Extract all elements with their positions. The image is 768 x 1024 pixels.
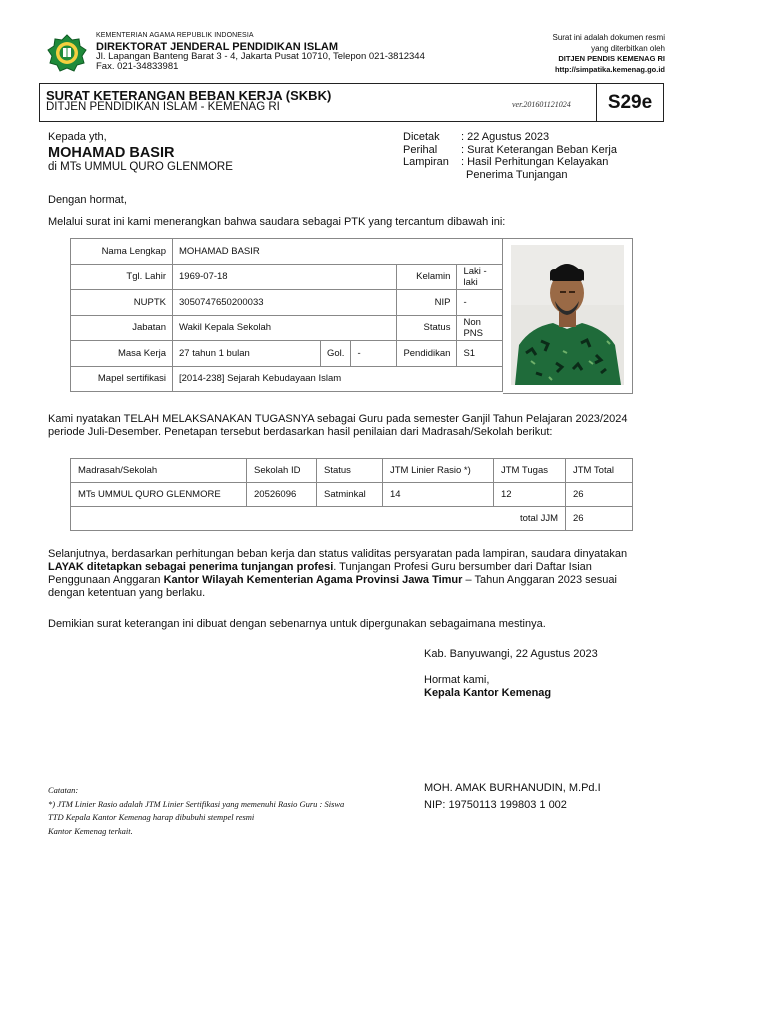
jabatan-value: Wakil Kepala Sekolah: [173, 315, 397, 341]
table-row: [71, 239, 503, 265]
cell-sekolah-id: 20526096: [247, 483, 317, 507]
result-line-4: dengan ketentuan yang berlaku.: [48, 587, 206, 599]
signatory-name: MOH. AMAK BURHANUDIN, M.Pd.I: [424, 782, 601, 794]
statement-line-2: periode Juli-Desember. Penetapan tersebut berdasarkan hasil penilaian dari Madrasah/Sekolah berikut:: [48, 426, 553, 438]
table-row: [71, 264, 503, 290]
meta-lampiran-value: : Hasil Perhitungan Kelayakan: [461, 156, 609, 168]
nama-label: Nama Lengkap: [71, 239, 173, 265]
jabatan-label: Jabatan: [71, 315, 173, 341]
closing-text: Demikian surat keterangan ini dibuat dengan sebenarnya untuk dipergunakan sebagaimana mestinya.: [48, 618, 546, 630]
statement-text: [48, 413, 668, 439]
ptk-data-table: [70, 238, 503, 392]
tgl-lahir-label: Tgl. Lahir: [71, 264, 173, 290]
table-row: [71, 290, 503, 316]
meta-perihal-value: : Surat Keterangan Beban Kerja: [461, 143, 617, 156]
notes-line-2: TTD Kepala Kantor Kemenag harap dibubuhi stempel resmi: [48, 812, 255, 822]
result-kanwil-bold: Kantor Wilayah Kementerian Agama Provinsi Jawa Timur: [163, 574, 463, 586]
meta-lampiran-value-cont: Penerima Tunjangan: [466, 168, 568, 181]
col-header-sekolah-id: Sekolah ID: [247, 459, 317, 483]
notes-title: Catatan:: [48, 785, 79, 795]
table-row: [71, 483, 633, 507]
pendidikan-value: S1: [457, 341, 503, 367]
table-row: [71, 315, 503, 341]
status-label: Status: [397, 315, 457, 341]
cell-jtm-total: 26: [566, 483, 633, 507]
meta-dicetak-label: Dicetak: [403, 131, 440, 143]
col-header-jtm-total: JTM Total: [566, 459, 633, 483]
mapel-label: Mapel sertifikasi: [71, 366, 173, 392]
gol-value: -: [351, 341, 397, 367]
tgl-lahir-value: 1969-07-18: [173, 264, 397, 290]
nip-label: NIP: [397, 290, 457, 316]
nama-value: MOHAMAD BASIR: [173, 239, 503, 265]
cell-status: Satminkal: [317, 483, 383, 507]
signature-place-date: Kab. Banyuwangi, 22 Agustus 2023: [424, 648, 598, 660]
table-header-row: [71, 459, 633, 483]
nuptk-value: 3050747650200033: [173, 290, 397, 316]
intro-text: Melalui surat ini kami menerangkan bahwa saudara sebagai PTK yang tercantum dibawah ini:: [48, 216, 506, 228]
official-note-line-1: Surat ini adalah dokumen resmi: [552, 33, 665, 42]
col-header-status: Status: [317, 459, 383, 483]
table-total-row: [71, 507, 633, 531]
status-value: Non PNS: [457, 315, 503, 341]
masa-kerja-value: 27 tahun 1 bulan: [173, 341, 321, 367]
cell-jtm-tugas: 12: [494, 483, 566, 507]
pendidikan-label: Pendidikan: [397, 341, 457, 367]
header-official-note: [552, 33, 665, 75]
col-header-madrasah: Madrasah/Sekolah: [71, 459, 247, 483]
result-line-2: . Tunjangan Profesi Guru bersumber dari Daftar Isian: [333, 561, 592, 573]
meta-perihal-label: Perihal: [403, 143, 438, 156]
address-line-1: Jl. Lapangan Banteng Barat 3 - 4, Jakarta Pusat 10710, Telepon 021-3812344: [96, 51, 425, 62]
statement-line-1: Kami nyatakan TELAH MELAKSANAKAN TUGASNYA sebagai Guru pada semester Ganjil Tahun Pelajaran 2023/2024: [48, 413, 628, 425]
addressee-location: di MTs UMMUL QURO GLENMORE: [48, 161, 233, 173]
salutation: Dengan hormat,: [48, 194, 127, 206]
masa-kerja-label: Masa Kerja: [71, 341, 173, 367]
header-address: [96, 52, 425, 72]
kemenag-logo-icon: [46, 34, 88, 72]
mapel-value: [2014-238] Sejarah Kebudayaan Islam: [173, 366, 503, 392]
kelamin-label: Kelamin: [397, 264, 457, 290]
result-line-3-cont: – Tahun Anggaran 2023 sesuai: [462, 574, 617, 586]
signature-regards: Hormat kami,: [424, 674, 490, 686]
notes: [48, 784, 344, 838]
official-note-url: http://simpatika.kemenag.go.id: [554, 64, 665, 74]
directorate-name: DIREKTORAT JENDERAL PENDIDIKAN ISLAM: [96, 41, 339, 53]
result-line-3: Penggunaan Anggaran: [48, 574, 164, 586]
result-text: [48, 548, 668, 600]
document-title: SURAT KETERANGAN BEBAN KERJA (SKBK): [46, 88, 332, 103]
result-layak-bold: LAYAK ditetapkan sebagai penerima tunjangan profesi: [48, 561, 334, 573]
gol-label: Gol.: [321, 341, 351, 367]
addressee-greeting: Kepada yth,: [48, 131, 107, 143]
document-version: ver.201601121024: [512, 100, 571, 109]
official-note-line-2: yang diterbitkan oleh: [591, 43, 665, 53]
jtm-table: [70, 458, 633, 531]
result-line-1: Selanjutnya, berdasarkan perhitungan beban kerja dan status validitas persyaratan pada lampiran, saudara dinyatakan: [48, 548, 628, 560]
document-code: S29e: [596, 84, 663, 121]
signature-position: Kepala Kantor Kemenag: [424, 687, 552, 699]
nuptk-label: NUPTK: [71, 290, 173, 316]
address-line-2: Fax. 021-34833981: [96, 61, 179, 72]
meta-dicetak-value: : 22 Agustus 2023: [461, 131, 550, 143]
col-header-jtm-linier: JTM Linier Rasio *): [383, 459, 494, 483]
ministry-name: KEMENTERIAN AGAMA REPUBLIK INDONESIA: [96, 32, 254, 39]
cell-jtm-linier: 14: [383, 483, 494, 507]
notes-line-1: *) JTM Linier Rasio adalah JTM Linier Sertifikasi yang memenuhi Rasio Guru : Siswa: [48, 798, 345, 809]
table-row: [71, 366, 503, 392]
meta-lampiran-label: Lampiran: [403, 156, 449, 168]
official-note-issuer: DITJEN PENDIS KEMENAG RI: [558, 54, 665, 63]
notes-line-3: Kantor Kemenag terkait.: [48, 825, 133, 836]
ptk-photo: [511, 245, 624, 385]
col-header-jtm-tugas: JTM Tugas: [494, 459, 566, 483]
signatory-nip: NIP: 19750113 199803 1 002: [424, 799, 567, 811]
total-jjm-label: total JJM: [71, 507, 566, 531]
table-row: [71, 341, 503, 367]
kelamin-value: Laki - laki: [457, 264, 503, 290]
document-subtitle: DITJEN PENDIDIKAN ISLAM - KEMENAG RI: [46, 101, 280, 113]
total-jjm-value: 26: [566, 507, 633, 531]
cell-madrasah: MTs UMMUL QURO GLENMORE: [71, 483, 247, 507]
nip-value: -: [457, 290, 503, 316]
letter-meta: [403, 131, 666, 181]
addressee-name: MOHAMAD BASIR: [48, 145, 175, 161]
